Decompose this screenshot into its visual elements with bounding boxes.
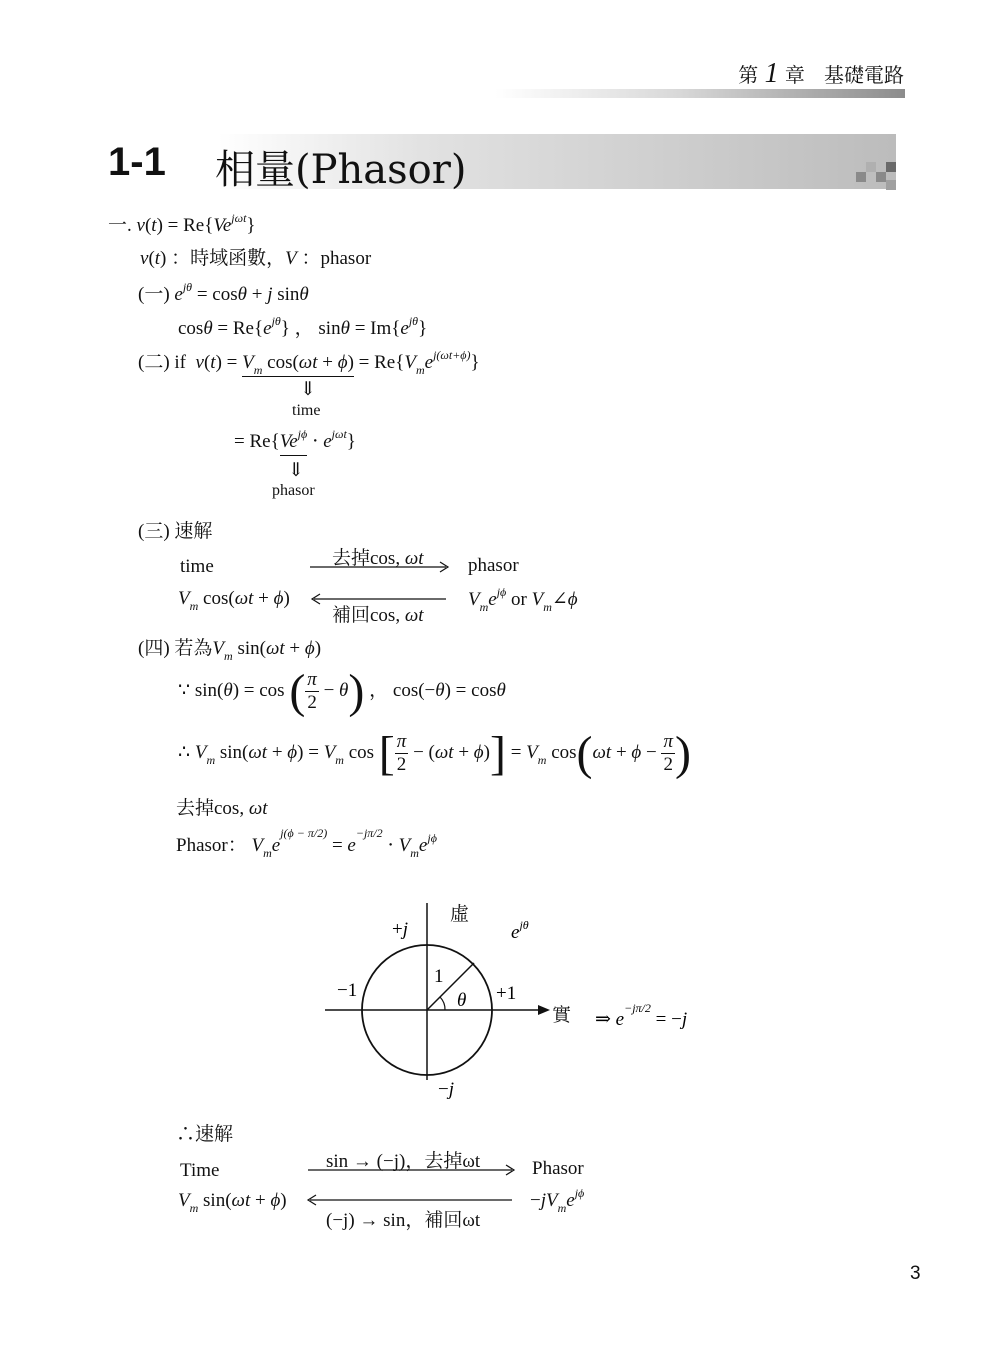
- arrow-label-phasor: phasor: [272, 482, 315, 499]
- item-4-line: (四) 若為$V_m$ sin(ωt + ϕ): [138, 638, 322, 663]
- minus-j-label: −j: [438, 1079, 454, 1100]
- decor-square: [886, 162, 896, 172]
- chapter-header: 第 1 章 基礎電路: [738, 58, 904, 89]
- qs2-arrows: [300, 1160, 530, 1210]
- euler-re-im: $\cos\theta = Re\{e^{j\theta}\}$ ， $\sin\theta = Im\{e^{j\theta}\}$: [178, 314, 428, 339]
- chapter-number: 1: [764, 58, 779, 89]
- euler-formula: (一) $e^{j\theta} = \cos\theta + j$ sinθ: [138, 280, 309, 305]
- qs2-time-label: Time: [180, 1160, 220, 1181]
- real-axis-arrow: [538, 1005, 550, 1015]
- because-line: ∵ sin(θ) = cos ( $\frac{\pi}{2}$ − θ) ， cos(−θ) = cosθ: [178, 665, 506, 718]
- qs2-bottom-label: (−j) → sin，補回ωt: [326, 1210, 481, 1231]
- angle-arc: [440, 997, 445, 1010]
- e-jtheta-label: $e^{j\theta}$: [511, 918, 529, 943]
- qs-time-expr: $V_m$ cos(ωt + ϕ): [178, 588, 290, 613]
- qs2-phasor-label: Phasor: [532, 1158, 584, 1179]
- qs-bottom-label: 補回cos, ωt: [332, 605, 424, 626]
- qs-phasor-expr: $V_me^{j\phi}$ or $V_m\angle\phi$: [468, 585, 578, 614]
- decor-square: [856, 172, 866, 182]
- qs2-time-expr: $V_m$ sin(ωt + ϕ): [178, 1190, 287, 1215]
- re-form-line: = $Re\{Ve^{j\phi} \cdot e^{j\omega t}\}$: [234, 430, 356, 453]
- item-3-label: (三) 速解: [138, 521, 213, 542]
- down-arrow: ⇓: [300, 379, 316, 400]
- qs-arrows: [300, 558, 460, 608]
- decor-square: [886, 180, 896, 190]
- page-number: 3: [910, 1263, 921, 1284]
- plus-one-label: +1: [496, 983, 517, 1004]
- quick-method-label: ∴速解: [176, 1124, 234, 1145]
- result-label: ⇒ $e^{-j\pi/2} = -j$: [595, 1001, 688, 1030]
- real-axis-label: 實: [552, 1005, 572, 1026]
- decor-square: [876, 172, 886, 182]
- theta-label: θ: [457, 990, 467, 1011]
- remove-cos-line: 去掉cos, ωt: [176, 798, 268, 819]
- minus-one-label: −1: [337, 980, 358, 1001]
- plus-j-label: +j: [392, 919, 408, 940]
- header-gradient-band: [495, 89, 905, 98]
- qs2-top-label: sin → (−j)，去掉ωt: [326, 1151, 481, 1172]
- item-2-line: (二) if $v(t) = V_m$ $\cos(\omega t + \phi) = Re\{V_me^{j(\omega t+\phi)}\}$: [138, 348, 480, 377]
- qs-time-label: time: [180, 556, 214, 577]
- section-number: 1-1: [108, 140, 166, 184]
- therefore-line: ∴ $V_m$ $\sin(\omega t + \phi) = V_m$ cos [ $\frac{\pi}{2}$ − $(\omega t + \phi)] = V_m$ cos(ωt + ϕ − $\frac{\pi}{2}$ ): [178, 727, 691, 780]
- item-1-line: 一. $v(t) = Re\{Ve^{j\omega t}\}$: [108, 211, 256, 236]
- chapter-title: 基礎電路: [824, 63, 904, 87]
- down-arrow: ⇓: [288, 460, 304, 481]
- section-title: 相量(Phasor): [215, 147, 467, 193]
- phasor-line: Phasor： $V_me^{j(\phi - \pi/2)} = e^{-j\pi/2} \cdot V_me^{j\phi}$: [176, 826, 437, 860]
- definition-line: v(t) ：時域函數，V ：phasor: [140, 248, 372, 269]
- unit-circle-diagram: [320, 895, 720, 1110]
- radius-label: 1: [434, 966, 444, 987]
- arrow-label-time: time: [292, 402, 321, 419]
- qs2-phasor-expr: $-jV_me^{j\phi}$: [530, 1186, 585, 1215]
- qs-phasor-label: phasor: [468, 555, 519, 576]
- decor-square: [866, 162, 876, 172]
- imag-axis-label: 虛: [450, 904, 470, 925]
- qs-top-label: 去掉cos, ωt: [332, 548, 424, 569]
